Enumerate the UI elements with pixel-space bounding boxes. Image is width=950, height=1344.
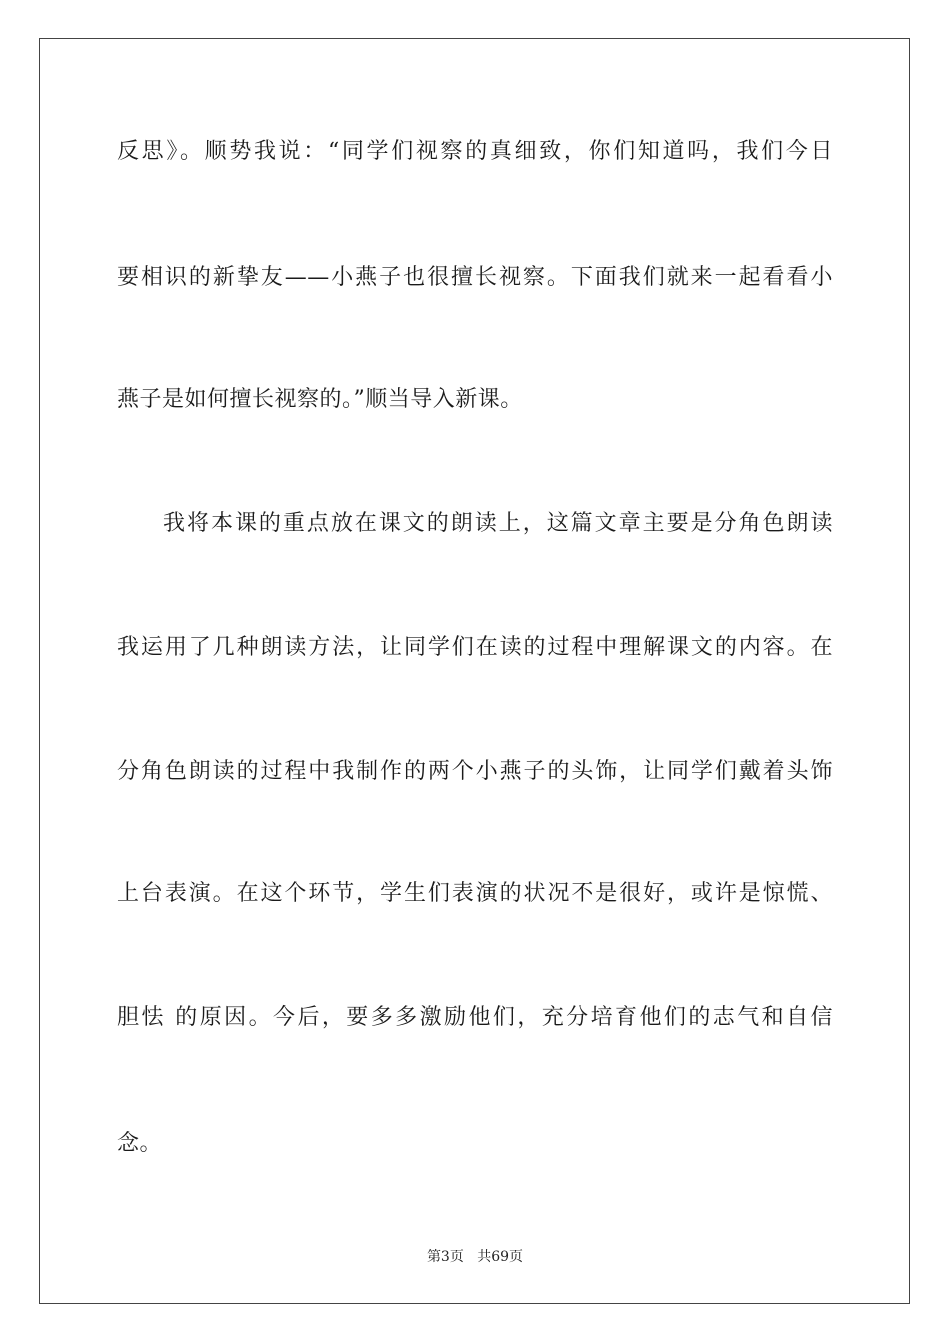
text-line-8: 胆怯 的原因。今后，要多多激励他们，充分培育他们的志气和自信 <box>117 1005 833 1030</box>
text-line-1: 反思》。顺势我说：“同学们视察的真细致，你们知道吗，我们今日 <box>117 139 833 164</box>
text-line-2: 要相识的新挚友——小燕子也很擅长视察。下面我们就来一起看看小 <box>117 265 833 290</box>
page-total: 共69页 <box>477 1249 524 1265</box>
text-line-5: 我运用了几种朗读方法，让同学们在读的过程中理解课文的内容。在 <box>117 635 833 660</box>
page-footer <box>0 1248 950 1266</box>
text-line-6: 分角色朗读的过程中我制作的两个小燕子的头饰，让同学们戴着头饰 <box>117 759 833 784</box>
text-line-9: 念。 <box>117 1131 163 1156</box>
text-line-7: 上台表演。在这个环节，学生们表演的状况不是很好，或许是惊慌、 <box>117 881 833 906</box>
text-line-3: 燕子是如何擅长视察的。”顺当导入新课。 <box>117 387 523 412</box>
page-frame <box>39 38 910 1304</box>
page-number: 第3页 <box>426 1249 464 1265</box>
text-line-4: 我将本课的重点放在课文的朗读上，这篇文章主要是分角色朗读 <box>163 511 833 536</box>
